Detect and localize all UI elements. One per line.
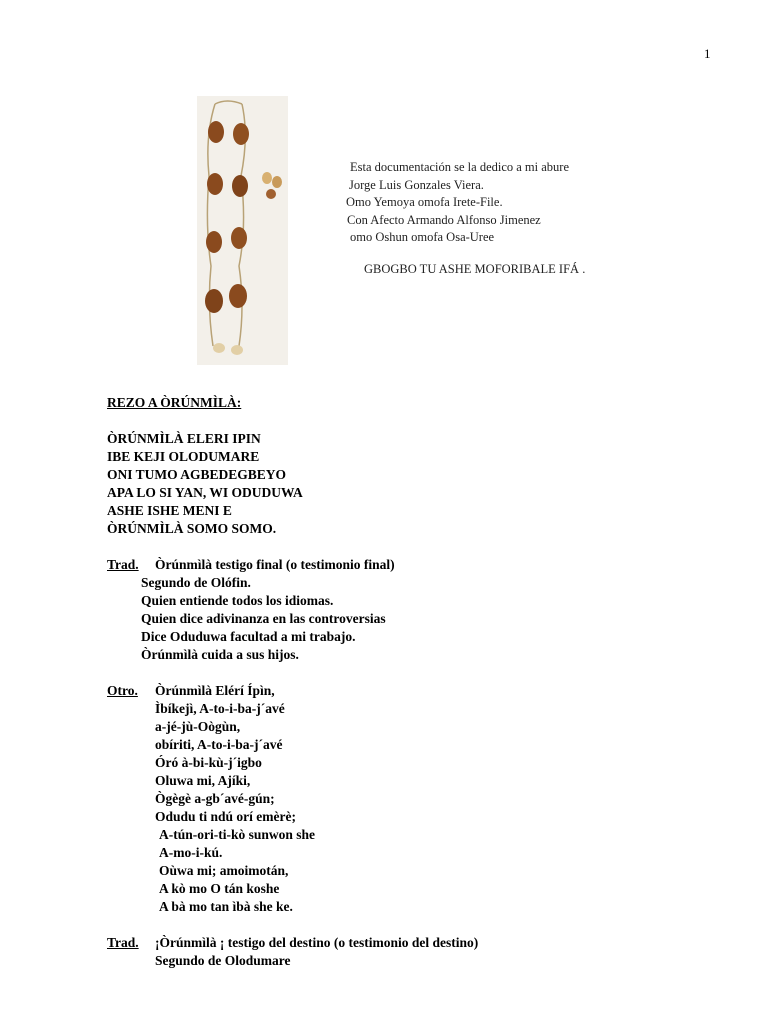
translation-line: Segundo de Olodumare (155, 953, 291, 968)
translation2-first-line (107, 934, 478, 952)
dedication-line: omo Oshun omofa Osa-Uree (350, 230, 495, 244)
prayer-line: APA LO SI YAN, WI ODUDUWA (107, 485, 303, 500)
translation-line: Òrúnmìlà testigo final (o testimonio final) (155, 557, 395, 572)
translation-line: Quien dice adivinanza en las controversias (141, 611, 386, 626)
page-number: 1 (704, 46, 711, 61)
other-line: a-jé-jù-Oògùn, (155, 719, 241, 734)
prayer-line: ÒRÚNMÌLÀ ELERI IPIN (107, 431, 261, 446)
other-line: A-mo-i-kú. (159, 845, 223, 860)
opele-divination-chain-photo (197, 96, 288, 365)
dedication-line: Omo Yemoya omofa Irete-File. (346, 195, 503, 209)
other-line: A bà mo tan ìbà she ke. (159, 899, 293, 914)
prayer-line: ASHE ISHE MENI E (107, 503, 232, 518)
motto: GBOGBO TU ASHE MOFORIBALE IFÁ . (364, 262, 586, 276)
prayer-line: ÒRÚNMÌLÀ SOMO SOMO. (107, 521, 277, 536)
other-line: Óró à-bi-kù-j´igbo (155, 755, 262, 770)
dedication-line: Con Afecto Armando Alfonso Jimenez (347, 212, 541, 227)
dedication-line: Esta documentación se la dedico a mi abure (350, 160, 570, 174)
other-line: Oùwa mi; amoimotán, (159, 863, 289, 878)
translation-line: Dice Oduduwa facultad a mi trabajo. (141, 629, 356, 644)
translation-line: ¡Òrúnmìlà ¡ testigo del destino (o testimonio del destino) (155, 935, 479, 950)
translation-line: Òrúnmìlà cuida a sus hijos. (141, 647, 299, 662)
translation-label: Trad. (107, 935, 139, 950)
prayer-line: ONI TUMO AGBEDEGBEYO (107, 467, 287, 482)
translation-line: Segundo de Olófin. (141, 575, 251, 590)
translation-first-line (107, 556, 478, 574)
prayer-line: IBE KEJI OLODUMARE (107, 449, 260, 464)
document-body (107, 394, 478, 970)
other-line: A kò mo O tán koshe (159, 881, 280, 896)
other-line: Ìbíkejì, A-to-i-ba-j´avé (155, 701, 285, 716)
other-line: A-tún-ori-ti-kò sunwon she (159, 827, 316, 842)
other-line: Òrúnmìlà Elérí Ípìn, (155, 683, 275, 698)
other-line: obíriti, A-to-i-ba-j´avé (155, 737, 283, 752)
dedication-line: Jorge Luis Gonzales Viera. (349, 177, 484, 192)
other-line: Odudu ti ndú orí emèrè; (155, 809, 297, 824)
other-label: Otro. (107, 683, 138, 698)
prayer-heading: REZO A ÒRÚNMÌLÀ: (107, 395, 242, 410)
other-line: Ògègè a-gb´avé-gún; (155, 791, 275, 806)
translation-line: Quien entiende todos los idiomas. (141, 593, 334, 608)
translation-label: Trad. (107, 557, 139, 572)
other-first-line (107, 682, 478, 700)
dedication-text (346, 159, 569, 247)
other-line: Oluwa mi, Ajíki, (155, 773, 251, 788)
